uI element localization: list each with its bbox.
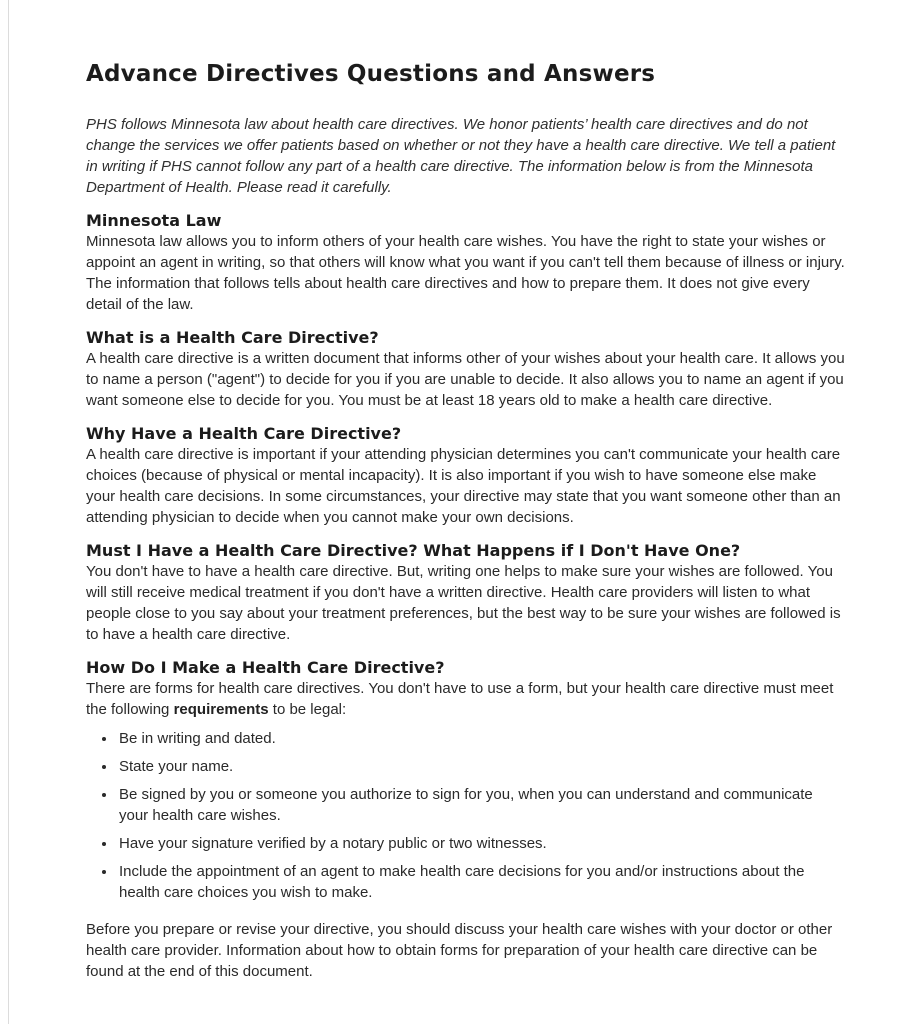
section-heading-what-is-directive: What is a Health Care Directive? — [86, 328, 379, 347]
section-body-what-is-directive: A health care directive is a written document that informs other of your wishes about your health care. It allows you to name a person ("agent") to decide for you if you are unable to decide. It also allows you to name an agent if you want someone else to decide for you. You must be at least 18 years old to make a health care directive. — [86, 350, 845, 409]
section-what-is-directive — [86, 328, 845, 411]
requirements-list — [86, 728, 845, 903]
section-body-how-do-i-make-directive — [86, 678, 845, 720]
intro-paragraph: PHS follows Minnesota law about health care directives. We honor patients’ health care directives and do not change the services we offer patients based on whether or not they have a health care directive. We tell a patient in writing if PHS cannot follow any part of a health care directive. The information below is from the Minnesota Department of Health. Please read it carefully. — [86, 116, 836, 196]
list-item-signed: • Be signed by you or someone you authorize to sign for you, when you can understand and communicate your health care wishes. — [117, 784, 845, 826]
section-heading-how-do-i-make-directive: How Do I Make a Health Care Directive? — [86, 658, 445, 677]
closing-paragraph: Before you prepare or revise your directive, you should discuss your health care wishes with your doctor or other health care provider. Information about how to obtain forms for preparation of your health care directive can be found at the end of this document. — [86, 921, 833, 980]
section-minnesota-law — [86, 211, 845, 315]
section-heading-minnesota-law: Minnesota Law — [86, 211, 222, 230]
list-item-state-name: • State your name. — [117, 756, 845, 777]
section-how-do-i-make-directive — [86, 658, 845, 903]
section-body-must-i-have-directive: You don't have to have a health care directive. But, writing one helps to make sure your wishes are followed. You will still receive medical treatment if you don't have a written directive. Health care providers will listen to what people close to you say about your treatment preferences, but the best way to be sure your wishes are followed is to have a health care directive. — [86, 563, 841, 643]
section-why-have-directive — [86, 424, 845, 528]
list-item-agent-appointment: • Include the appointment of an agent to make health care decisions for you and/or instructions about the health care choices you wish to make. — [117, 861, 845, 903]
list-item-signature-verified: • Have your signature verified by a notary public or two witnesses. — [117, 833, 845, 854]
page-edge-line — [8, 0, 9, 1024]
section-must-i-have-directive — [86, 541, 845, 645]
list-item-writing-dated: • Be in writing and dated. — [117, 728, 845, 749]
requirements-bold-word: requirements — [173, 701, 269, 718]
section-body-minnesota-law: Minnesota law allows you to inform others of your health care wishes. You have the right to state your wishes or appoint an agent in writing, so that others will know what you want if you can't tell them because of illness or injury. The information that follows tells about health care directives and how to prepare them. It does not give every detail of the law. — [86, 233, 845, 313]
section-body-why-have-directive: A health care directive is important if your attending physician determines you can't communicate your health care choices (because of physical or mental incapacity). It is also important if you wish to have someone else make your health care decisions. In some circumstances, your directive may state that you want someone other than an attending physician to decide when you cannot make your own decisions. — [86, 446, 841, 526]
page-title: Advance Directives Questions and Answers — [86, 61, 656, 87]
body-text-before-bold: There are forms for health care directives. You don't have to use a form, but your health care directive must meet the following — [86, 680, 834, 718]
section-heading-why-have-directive: Why Have a Health Care Directive? — [86, 424, 402, 443]
body-text-after-bold: to be legal: — [268, 701, 347, 718]
section-heading-must-i-have-directive: Must I Have a Health Care Directive? What Happens if I Don't Have One? — [86, 541, 741, 560]
